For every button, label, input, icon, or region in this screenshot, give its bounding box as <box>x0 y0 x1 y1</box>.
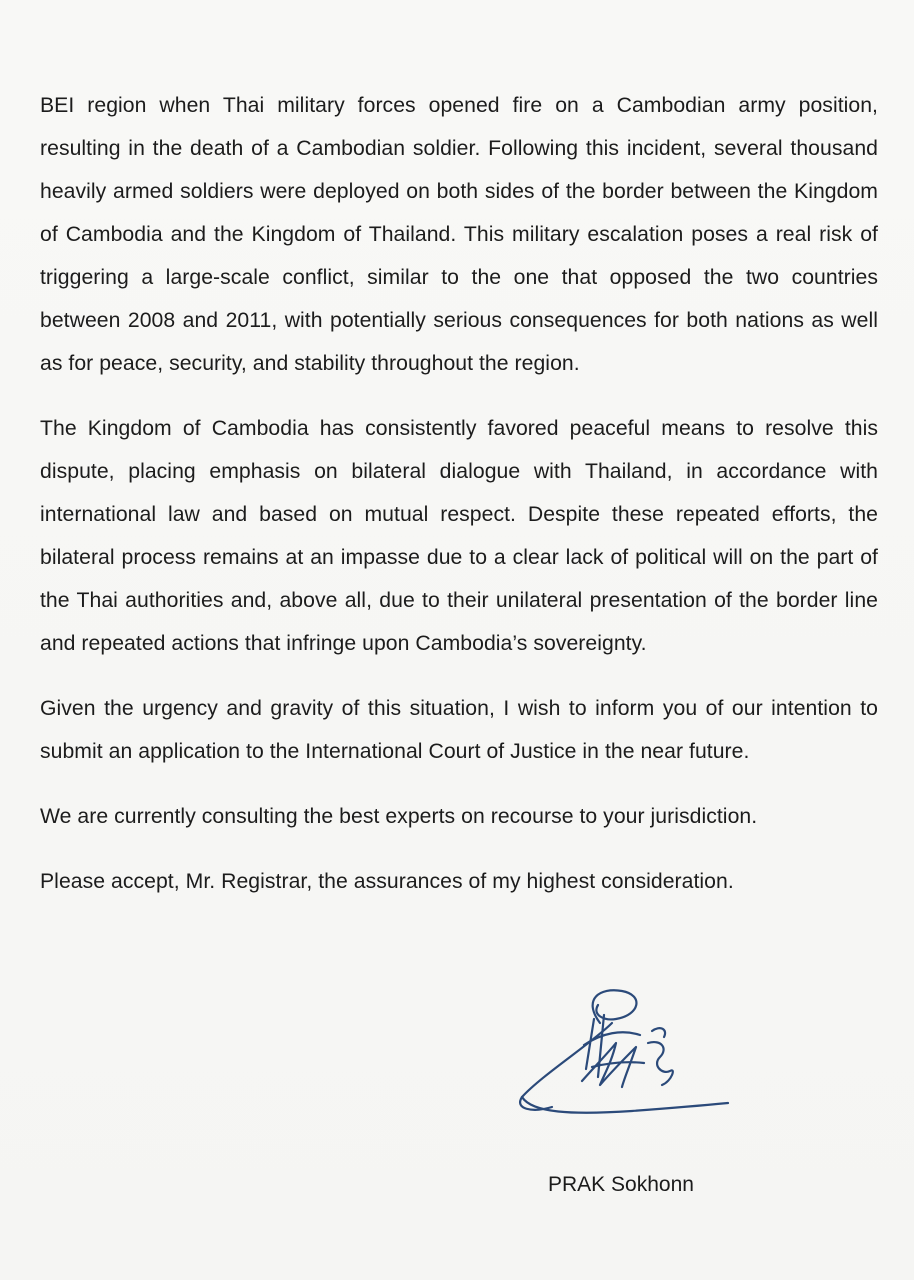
paragraph-border-incident: BEI region when Thai military forces opened fire on a Cambodian army position, resulting in the death of a Cambodian soldier. Following this incident, several thousand heavily armed soldiers were deployed on both sides of the border between the Kingdom of Cambodia and the Kingdom of Thailand. This military escalation poses a real risk of triggering a large-scale conflict, similar to the one that opposed the two countries between 2008 and 2011, with potentially serious consequences for both nations as well as for peace, security, and stability throughout the region. <box>40 94 878 375</box>
handwritten-signature <box>512 985 742 1125</box>
letter-body <box>40 84 878 903</box>
signature-drawing <box>512 985 742 1125</box>
signer-name: PRAK Sokhonn <box>548 1173 694 1196</box>
paragraph-closing-salutation: Please accept, Mr. Registrar, the assurances of my highest consideration. <box>40 870 734 893</box>
paragraph-icj-intention: Given the urgency and gravity of this situation, I wish to inform you of our intention to submit an application to the International Court of Justice in the near future. <box>40 697 878 763</box>
paragraph-consulting-experts: We are currently consulting the best experts on recourse to your jurisdiction. <box>40 805 758 828</box>
paragraph-peaceful-means: The Kingdom of Cambodia has consistently favored peaceful means to resolve this dispute, placing emphasis on bilateral dialogue with Thailand, in accordance with international law and based on mutual respect. Despite these repeated efforts, the bilateral process remains at an impasse due to a clear lack of political will on the part of the Thai authorities and, above all, due to their unilateral presentation of the border line and repeated actions that infringe upon Cambodia’s sovereignty. <box>40 417 878 655</box>
